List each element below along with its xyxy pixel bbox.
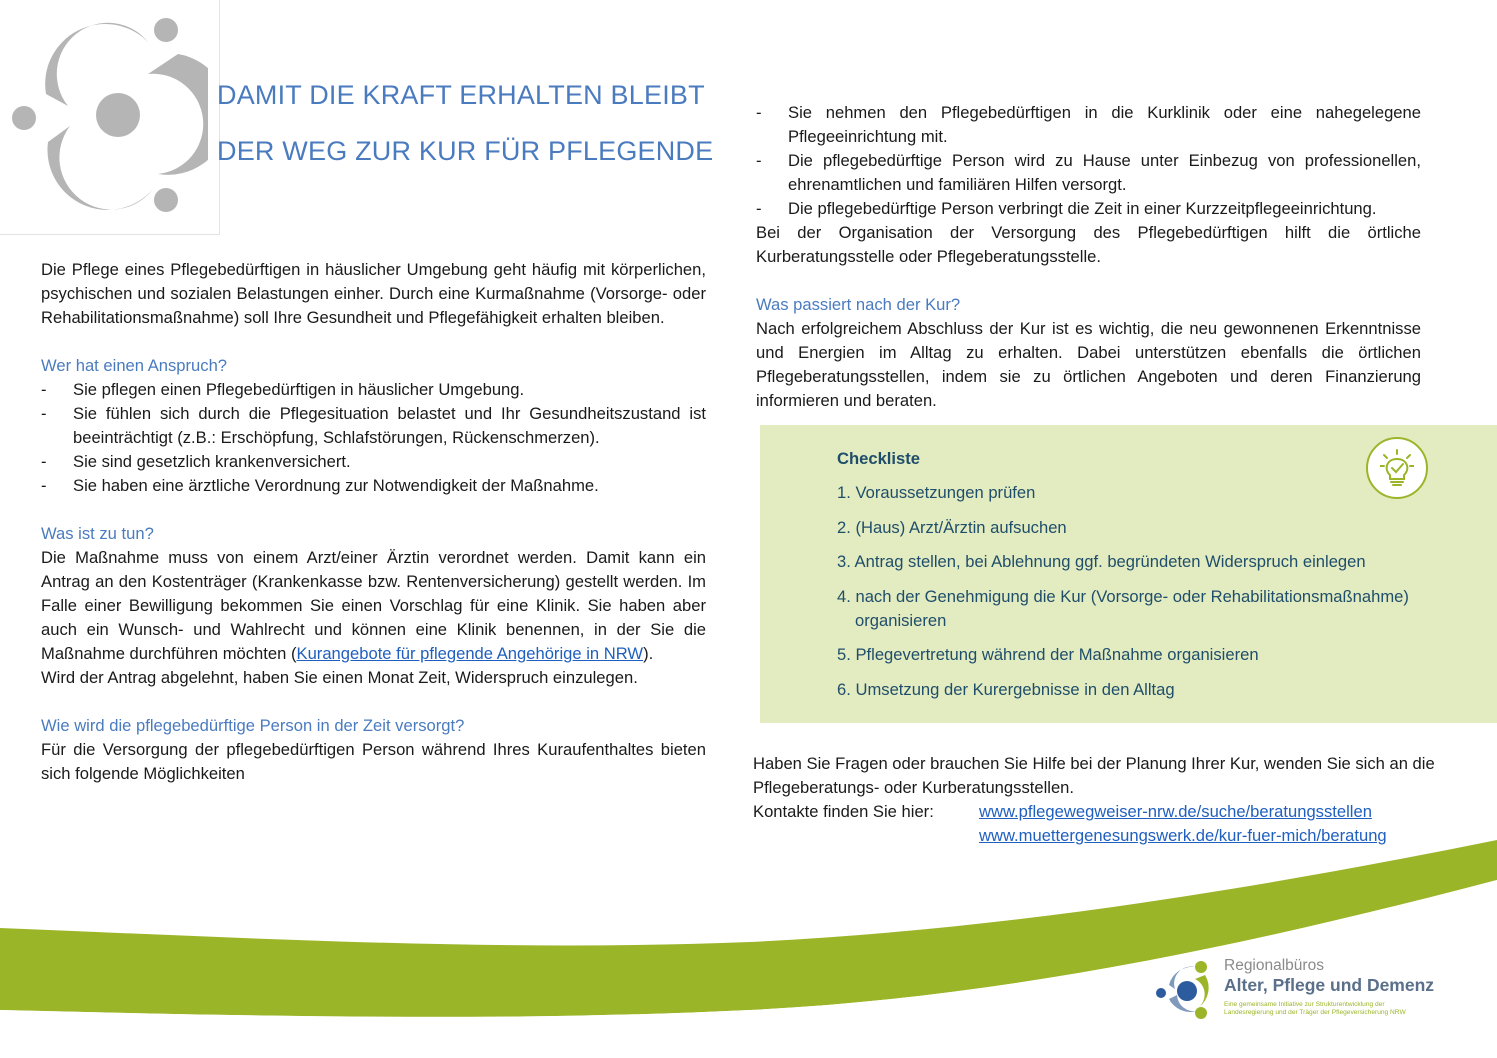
list-item: - Die pflegebedürftige Person verbringt die Zeit in einer Kurzzeitpflegeeinrichtung. (756, 197, 1421, 221)
heading-claim: Wer hat einen Anspruch? (41, 356, 228, 375)
checklist-title: Checkliste (837, 449, 921, 468)
checklist-num: 4. (837, 586, 851, 606)
logo-box (0, 0, 220, 235)
checklist-text: Pflegevertretung während der Maßnahme organisieren (855, 645, 1259, 664)
footer-org-line1: Regionalbüros (1224, 957, 1324, 974)
checklist-text-continued: organisieren (855, 610, 947, 630)
checklist-box (760, 425, 1497, 723)
checklist-num: 2. (837, 517, 851, 537)
checklist-text: Voraussetzungen prüfen (855, 483, 1036, 502)
organisation-text: Bei der Organisation der Versorgung des Pflegebedürftigen hilft die örtliche Kurberatungsstelle oder Pflegeberatungsstelle. (756, 223, 1421, 266)
after-text: Nach erfolgreichem Abschluss der Kur ist es wichtig, die neu gewonnenen Erkenntnisse und Energien im Alltag zu erhalten. Dabei unterstützen ebenfalls die örtlichen Pflegeberatungsstellen, indem sie zu örtlichen Angeboten und deren Finanzierung informieren und beraten. (756, 319, 1421, 410)
list-item: - Sie fühlen sich durch die Pflegesituation belastet und Ihr Gesundheitszustand ist beeinträchtigt (z.B.: Erschöpfung, Schlafstörungen, Rückenschmerzen). (41, 402, 706, 450)
intro-text: Die Pflege eines Pflegebedürftigen in häuslicher Umgebung geht häufig mit körperlichen, psychischen und sozialen Belastungen einher. Durch eine Kurmaßnahme (Vorsorge- oder Rehabilitationsmaßnahme) soll Ihre Gesundheit und Pflegefähigkeit erhalten bleiben. (41, 260, 706, 327)
checklist-item (837, 516, 1467, 540)
list-item: - Sie haben eine ärztliche Verordnung zur Notwendigkeit der Maßnahme. (41, 474, 706, 498)
list-item: - Sie sind gesetzlich krankenversichert. (41, 450, 706, 474)
checklist-text: Antrag stellen, bei Ablehnung ggf. begründeten Widerspruch einlegen (854, 552, 1366, 571)
title-line-2: DER WEG ZUR KUR FÜR PFLEGENDE (217, 136, 714, 166)
checklist-num: 5. (837, 645, 851, 664)
checklist-num: 1. (837, 483, 851, 502)
claim-list (41, 378, 706, 498)
todo-text (41, 546, 706, 666)
checklist-item (837, 585, 1467, 633)
checklist-text: (Haus) Arzt/Ärztin aufsuchen (855, 517, 1067, 537)
todo-body: Die Maßnahme muss von einem Arzt/einer Ärztin verordnet werden. Damit kann ein Antrag an den Kostenträger (Krankenkasse bzw. Rentenversicherung) gestellt werden. Im Falle einer Bewilligung bekommen Sie einen Vorschlag für eine Klinik. Sie haben aber auch ein Wunsch- und Wahlrecht und können eine Klinik benennen, in der Sie die Maßnahme durchführen möchten ( (41, 548, 706, 663)
footer-tagline-2: Landesregierung und der Träger der Pflegeversicherung NRW (1224, 1009, 1406, 1016)
contact-text: Haben Sie Fragen oder brauchen Sie Hilfe bei der Planung Ihrer Kur, wenden Sie sich an die Pflegeberatungs- oder Kurberatungsstellen. (753, 754, 1435, 797)
checklist-text: Umsetzung der Kurergebnisse in den Alltag (855, 679, 1175, 699)
care-options-list (756, 101, 1421, 221)
list-item: - Sie nehmen den Pflegebedürftigen in die Kurklinik oder eine nahegelegene Pflegeeinrichtung mit. (756, 101, 1421, 149)
title-line-1: DAMIT DIE KRAFT ERHALTEN BLEIBT (217, 80, 705, 110)
heading-todo: Was ist zu tun? (41, 524, 154, 543)
footer-logo (1155, 955, 1475, 1025)
checklist-text: nach der Genehmigung die Kur (Vorsorge- oder Rehabilitationsmaßnahme) (855, 586, 1409, 606)
regionalbueros-logo-icon (1155, 959, 1219, 1019)
muettergenesungswerk-link[interactable]: www.muettergenesungswerk.de/kur-fuer-mich/beratung (979, 826, 1387, 845)
list-item: - Die pflegebedürftige Person wird zu Hause unter Einbezug von professionellen, ehrenamtlichen und familiären Hilfen versorgt. (756, 149, 1421, 197)
people-circle-logo-icon (8, 14, 208, 219)
checklist-item (837, 643, 1467, 667)
heading-after: Was passiert nach der Kur? (756, 295, 961, 314)
right-column (756, 101, 1421, 413)
left-column (41, 258, 706, 786)
todo-link-close: ). (643, 644, 654, 663)
footer-org-line2: Alter, Pflege und Demenz (1224, 975, 1435, 995)
kurangebote-link[interactable]: Kurangebote für pflegende Angehörige in NRW (296, 644, 644, 663)
care-text: Für die Versorgung der pflegebedürftigen Person während Ihres Kuraufenthaltes bieten sich folgende Möglichkeiten (41, 740, 706, 783)
checklist-num: 3. (837, 552, 851, 571)
pflegewegweiser-link[interactable]: www.pflegewegweiser-nrw.de/suche/beratungsstellen (979, 802, 1372, 821)
footer-tagline-1: Eine gemeinsame Initiative zur Strukturentwicklung der (1224, 1001, 1385, 1008)
list-item: - Sie pflegen einen Pflegebedürftigen in häuslicher Umgebung. (41, 378, 706, 402)
checklist-list (837, 481, 1467, 712)
checklist-item (837, 481, 1467, 505)
contact-label: Kontakte finden Sie hier: (753, 802, 934, 821)
checklist-num: 6. (837, 679, 851, 699)
checklist-item (837, 678, 1467, 702)
checklist-item (837, 550, 1467, 574)
todo-rejected-text: Wird der Antrag abgelehnt, haben Sie einen Monat Zeit, Widerspruch einzulegen. (41, 668, 638, 687)
heading-care: Wie wird die pflegebedürftige Person in der Zeit versorgt? (41, 716, 465, 735)
